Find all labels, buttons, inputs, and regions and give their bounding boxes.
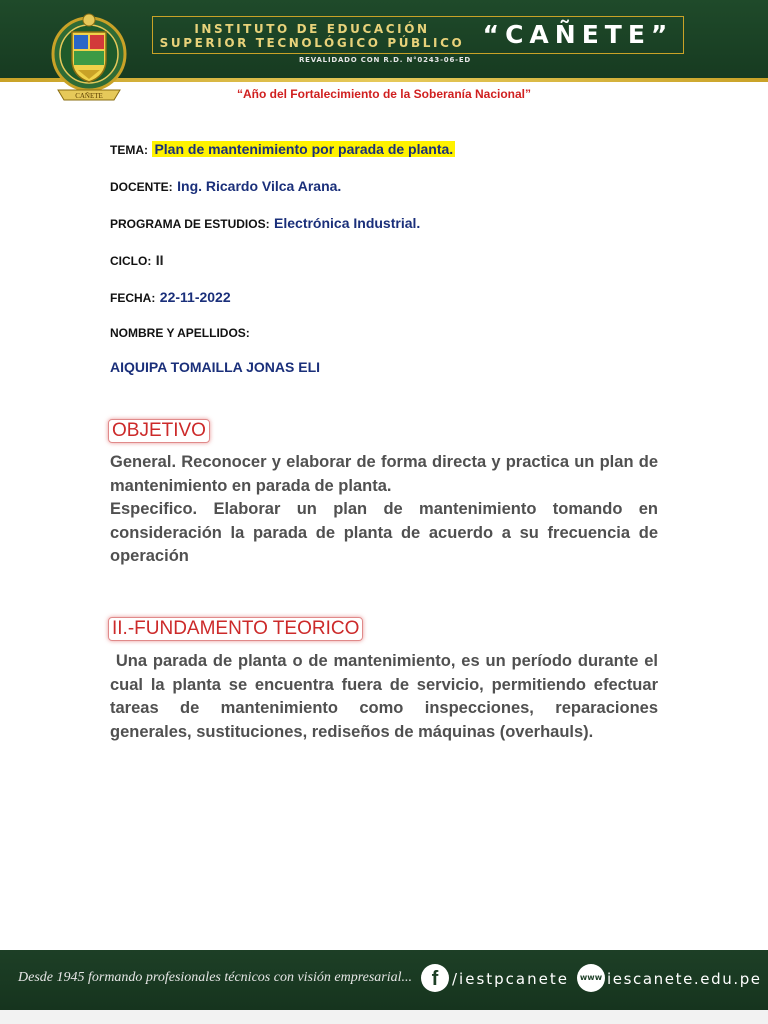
student-name: AIQUIPA TOMAILLA JONAS ELI bbox=[110, 359, 321, 375]
revalidation-text: REVALIDADO CON R.D. N°0243-06-ED bbox=[298, 56, 472, 64]
fundamento-text: Una parada de planta o de mantenimiento, es un período durante el cual la planta se encuentra fuera de servicio, permitiendo efectuar tareas de mantenimiento como inspecciones, reparaciones generales, sustituciones, rediseños de máquinas (overhauls). bbox=[110, 652, 663, 741]
field-docente bbox=[110, 178, 341, 196]
section-title-objetivo: OBJETIVO bbox=[108, 419, 210, 443]
fundamento-paragraph bbox=[110, 650, 663, 744]
ciclo-value: II bbox=[155, 252, 164, 268]
fecha-label: FECHA: bbox=[110, 291, 156, 305]
footer-slogan: Desde 1945 formando profesionales técnicos con visión empresarial... bbox=[18, 970, 413, 985]
programa-label: PROGRAMA DE ESTUDIOS: bbox=[110, 217, 270, 231]
crest-label: CAÑETE bbox=[75, 92, 103, 100]
field-fecha bbox=[110, 289, 231, 307]
globe-icon[interactable]: www bbox=[577, 964, 605, 992]
year-motto: “Año del Fortalecimiento de la Soberanía Nacional” bbox=[236, 87, 532, 101]
objetivo-general: General. Reconocer y elaborar de forma directa y practica un plan de mantenimiento en parada de planta. bbox=[110, 453, 658, 495]
institute-line2: SUPERIOR TECNOLÓGICO PÚBLICO bbox=[159, 36, 465, 50]
field-programa bbox=[110, 215, 420, 233]
footer-bottom-strip bbox=[0, 1010, 768, 1024]
website-link[interactable]: iescanete.edu.pe bbox=[607, 970, 762, 988]
field-ciclo bbox=[110, 252, 164, 270]
facebook-handle-link[interactable]: /iestpcanete bbox=[452, 970, 569, 988]
docente-value: Ing. Ricardo Vilca Arana. bbox=[177, 178, 342, 194]
institute-line1: INSTITUTO DE EDUCACIÓN bbox=[194, 22, 430, 36]
ciclo-label: CICLO: bbox=[110, 254, 152, 268]
tema-label: TEMA: bbox=[110, 143, 148, 157]
fecha-value: 22-11-2022 bbox=[159, 289, 231, 305]
tema-value: Plan de mantenimiento por parada de planta. bbox=[154, 141, 454, 157]
facebook-icon[interactable]: f bbox=[421, 964, 449, 992]
section-title-fundamento: II.-FUNDAMENTO TEORICO bbox=[108, 617, 363, 641]
objetivo-especifico: Especifico. Elaborar un plan de mantenimiento tomando en consideración la parada de planta de acuerdo a su frecuencia de operación bbox=[110, 500, 658, 565]
footer-banner bbox=[0, 950, 768, 1010]
objetivo-paragraph bbox=[110, 451, 658, 569]
field-nombre bbox=[110, 324, 250, 342]
institute-title-box bbox=[152, 16, 684, 54]
docente-label: DOCENTE: bbox=[110, 180, 173, 194]
institute-name: “CAÑETE” bbox=[482, 20, 674, 49]
programa-value: Electrónica Industrial. bbox=[274, 215, 421, 231]
field-tema bbox=[110, 141, 455, 159]
nombre-label: NOMBRE Y APELLIDOS: bbox=[110, 326, 250, 340]
